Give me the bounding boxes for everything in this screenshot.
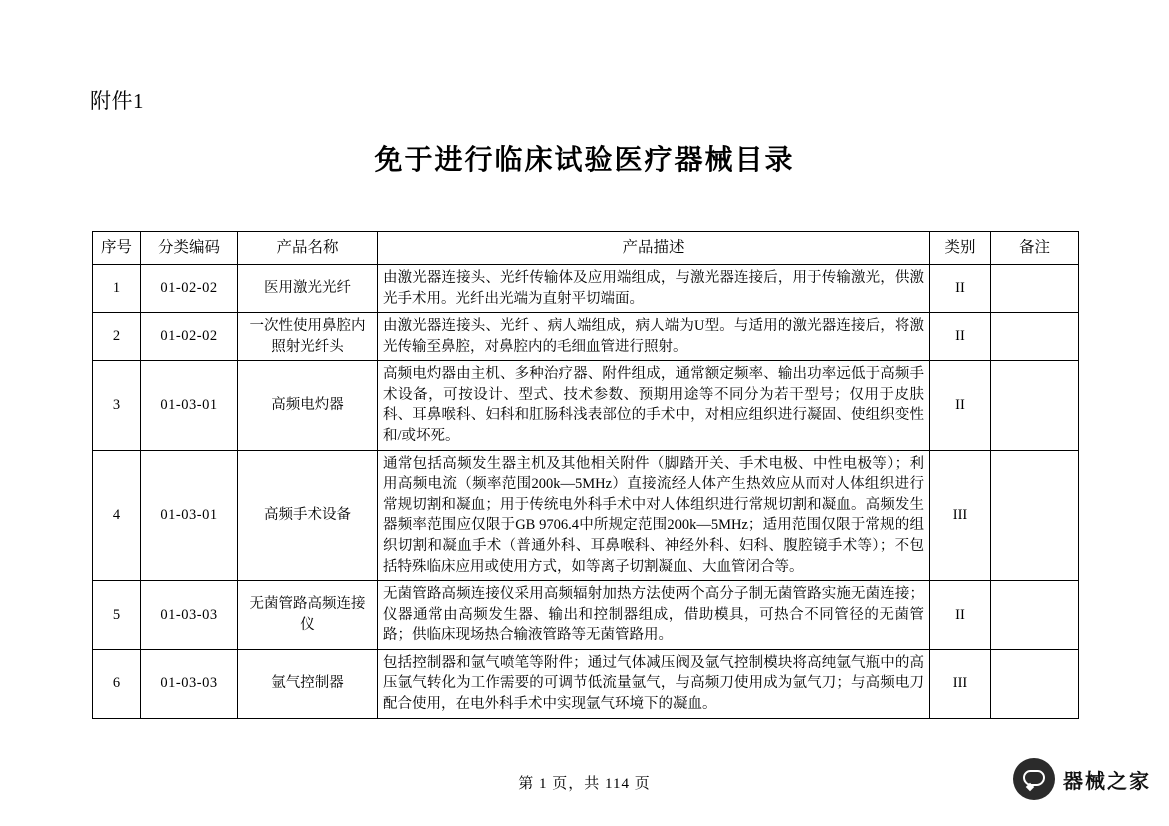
cell-code: 01-03-01	[141, 361, 238, 450]
cell-class: III	[930, 649, 991, 718]
cell-code: 01-03-03	[141, 581, 238, 650]
cell-code: 01-03-01	[141, 450, 238, 580]
cell-name: 高频电灼器	[238, 361, 378, 450]
page-footer: 第 1 页，共 114 页	[518, 776, 651, 792]
cell-name: 无菌管路高频连接仪	[238, 581, 378, 650]
column-header-index: 序号	[93, 232, 141, 265]
table-header-row	[93, 232, 1079, 265]
cell-code: 01-02-02	[141, 265, 238, 313]
cell-class: II	[930, 361, 991, 450]
wechat-badge-icon	[1013, 758, 1055, 800]
cell-index: 6	[93, 649, 141, 718]
column-header-remark: 备注	[991, 232, 1079, 265]
table-row	[93, 265, 1079, 313]
cell-description: 高频电灼器由主机、多种治疗器、附件组成，通常额定频率、输出功率远低于高频手术设备，可按设计、型式、技术参数、预期用途等不同分为若干型号；仅用于皮肤科、耳鼻喉科、妇科和肛肠科浅表部位的手术中，对相应组织进行凝固、使组织变性和/或坏死。	[378, 361, 930, 450]
catalog-table	[92, 231, 1079, 719]
cell-index: 1	[93, 265, 141, 313]
cell-name: 医用激光光纤	[238, 265, 378, 313]
cell-remark	[991, 450, 1079, 580]
catalog-table-container	[92, 231, 1078, 719]
column-header-code: 分类编码	[141, 232, 238, 265]
cell-name: 高频手术设备	[238, 450, 378, 580]
table-row	[93, 581, 1079, 650]
page-title: 免于进行临床试验医疗器械目录	[374, 145, 795, 176]
cell-name: 一次性使用鼻腔内照射光纤头	[238, 313, 378, 361]
cell-remark	[991, 361, 1079, 450]
cell-description: 包括控制器和氩气喷笔等附件；通过气体减压阀及氩气控制模块将高纯氩气瓶中的高压氩气转化为工作需要的可调节低流量氩气，与高频刀使用成为氩气刀；与高频电刀配合使用，在电外科手术中实现氩气环境下的凝血。	[378, 649, 930, 718]
table-row	[93, 313, 1079, 361]
cell-code: 01-03-03	[141, 649, 238, 718]
column-header-name: 产品名称	[238, 232, 378, 265]
cell-remark	[991, 649, 1079, 718]
cell-class: II	[930, 313, 991, 361]
table-row	[93, 649, 1079, 718]
cell-class: II	[930, 265, 991, 313]
cell-class: II	[930, 581, 991, 650]
table-row	[93, 361, 1079, 450]
cell-description: 通常包括高频发生器主机及其他相关附件（脚踏开关、手术电极、中性电极等）；利用高频电流（频率范围200k—5MHz）直接流经人体产生热效应从而对人体组织进行常规切割和凝血；用于传统电外科手术中对人体组织进行常规切割和凝血。高频发生器频率范围应仅限于GB 9706.4中所规定范围200k—5MHz；适用范围仅限于常规的组织切割和凝血手术（普通外科、耳鼻喉科、神经外科、妇科、腹腔镜手术等）；不包括特殊临床应用或使用方式，如等离子切割凝血、大血管闭合等。	[378, 450, 930, 580]
cell-description: 无菌管路高频连接仪采用高频辐射加热方法使两个高分子制无菌管路实施无菌连接；仪器通常由高频发生器、输出和控制器组成，借助模具，可热合不同管径的无菌管路；供临床现场热合输液管路等无菌管路用。	[378, 581, 930, 650]
cell-remark	[991, 265, 1079, 313]
cell-code: 01-02-02	[141, 313, 238, 361]
cell-remark	[991, 581, 1079, 650]
watermark-label: 器械之家	[1063, 770, 1151, 793]
cell-description: 由激光器连接头、光纤 、病人端组成，病人端为U型。与适用的激光器连接后，将激光传输至鼻腔，对鼻腔内的毛细血管进行照射。	[378, 313, 930, 361]
cell-description: 由激光器连接头、光纤传输体及应用端组成，与激光器连接后，用于传输激光，供激光手术用。光纤出光端为直射平切端面。	[378, 265, 930, 313]
column-header-class: 类别	[930, 232, 991, 265]
cell-class: III	[930, 450, 991, 580]
attachment-label: 附件1	[90, 89, 144, 113]
cell-index: 2	[93, 313, 141, 361]
cell-index: 5	[93, 581, 141, 650]
cell-index: 4	[93, 450, 141, 580]
cell-name: 氩气控制器	[238, 649, 378, 718]
watermark	[1013, 758, 1151, 800]
table-row	[93, 450, 1079, 580]
cell-index: 3	[93, 361, 141, 450]
cell-remark	[991, 313, 1079, 361]
column-header-description: 产品描述	[378, 232, 930, 265]
